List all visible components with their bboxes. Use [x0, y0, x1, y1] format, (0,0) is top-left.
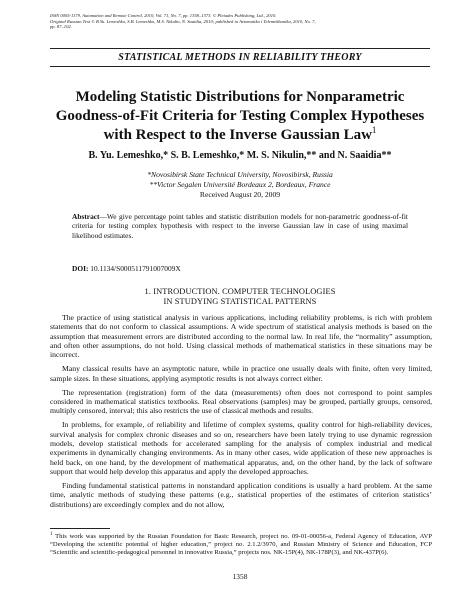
- metadata-line: pp. 87–102.: [50, 24, 72, 30]
- title-line: Modeling Statistic Distributions for Nonparametric: [75, 89, 405, 105]
- publication-metadata: [50, 13, 430, 30]
- footnote-rule: [50, 528, 110, 529]
- page-number: 1358: [232, 572, 248, 581]
- title-line-last: [50, 126, 430, 145]
- title-line: Goodness-of-Fit Criteria for Testing Complex Hypotheses: [55, 108, 425, 124]
- abstract-label: Abstract: [72, 212, 100, 221]
- article-title: [50, 88, 430, 145]
- doi-label: DOI:: [72, 264, 89, 273]
- abstract: [72, 212, 408, 240]
- header-rule-bottom: [50, 66, 430, 67]
- journal-section-heading: STATISTICAL METHODS IN RELIABILITY THEORY: [118, 52, 362, 63]
- paragraph: In problems, for example, of reliability and lifetime of complex systems, quality control for high-reliability devices, survival analysis for complex chronic diseases and so on, researchers have been lately trying to use dynamic regression models, develop statistical methods for accelerated sampling for the analysis of complex industrial and medical experiments in dynamically changing environments. As in many other cases, wide application of these new approaches is held back, on one hand, by the development of mathematical apparatus, and, on the other hand, by the lack of software support that would help develop this apparatus and apply the developed approaches.: [50, 420, 432, 476]
- affiliation: **Victor Segalen Université Bordeaux 2, Bordeaux, France: [149, 179, 331, 189]
- footnote: [50, 531, 432, 557]
- abstract-text: —We give percentage point tables and statistic distribution models for non-parametric goodness-of-fit criteria for testing complex hypothesis with respect to the inverse Gaussian law in case of using maximal likelihood estimates.: [72, 212, 408, 240]
- doi: [72, 264, 181, 273]
- metadata-line: Original Russian Text © B.Yu. Lemeshko, S.B. Lemeshko, M.S. Nikulin, N. Saaidia, 2010; published in Avtomatika i Telemekhanika, 2010, No. 7,: [50, 18, 316, 24]
- footnote-text: This work was supported by the Russian Foundation for Basic Research, project no. 09-01-00056-a, Federal Agency of Education, AVP “Developing the scientific potential of higher education,” project no. 2.1.2/3970, and Russian Ministry of Science and Education, FCP “Scientific and scientific-pedagogical personnel in innovative Russia,” projects nos. NK-15P(4), NK-178P(3), and NK-437P(6).: [50, 533, 432, 557]
- paragraph: The practice of using statistical analysis in various applications, including reliability problems, is rich with problem statements that do not conform to classical assumptions. A wide spectrum of statistical analysis methods is based on the assumption that measurement errors are distributed according to the normal law. In real life, the “normality” assumption, and often other assumptions, do not hold. Using classical methods of mathematical statistics in these situations may be incorrect.: [50, 313, 432, 360]
- body-text: [50, 313, 432, 514]
- received-date: Received August 20, 2009: [199, 190, 281, 199]
- doi-value[interactable]: 10.1134/S000511791007009X: [90, 264, 181, 273]
- paragraph: The representation (registration) form of the data (measurements) often does not correspond to point samples considered in mathematical statistics textbooks. Real observations (samples) may be grouped, partially groups, censored, multiply censored, interval; this also restricts the use of classical methods and results.: [50, 387, 432, 416]
- footnote-mark: 1: [50, 532, 53, 537]
- heading-line: IN STUDYING STATISTICAL PATTERNS: [163, 297, 317, 306]
- header-rule-top: [50, 48, 430, 49]
- affiliations: [50, 170, 430, 189]
- title-line-text: with Respect to the Inverse Gaussian Law: [103, 127, 372, 143]
- section-heading-introduction: [50, 287, 430, 307]
- metadata-line: ISSN 0005-1179, Automation and Remote Control, 2010, Vol. 71, No. 7, pp. 1358–1373. © Pleiades Publishing, Ltd., 2010.: [50, 13, 277, 18]
- affiliation: *Novosibirsk State Technical University, Novosibirsk, Russia: [147, 170, 333, 179]
- title-footnote-mark: 1: [371, 125, 377, 135]
- paragraph: Many classical results have an asymptotic nature, while in practice one usually deals with finite, often very limited, sample sizes. In these situations, applying asymptotic results is not always correct either.: [50, 364, 432, 383]
- paragraph: Finding fundamental statistical patterns in nonstandard application conditions is usually a hard problem. At the same time, analytic methods of studying these patterns (e.g., statistical properties of the estimates of criterion statistics’ distributions) are exceedingly complex and do not allow,: [50, 480, 432, 509]
- heading-line: 1. INTRODUCTION. COMPUTER TECHNOLOGIES: [144, 287, 336, 296]
- author-list: B. Yu. Lemeshko,* S. B. Lemeshko,* M. S. Nikulin,** and N. Saaidia**: [88, 150, 392, 161]
